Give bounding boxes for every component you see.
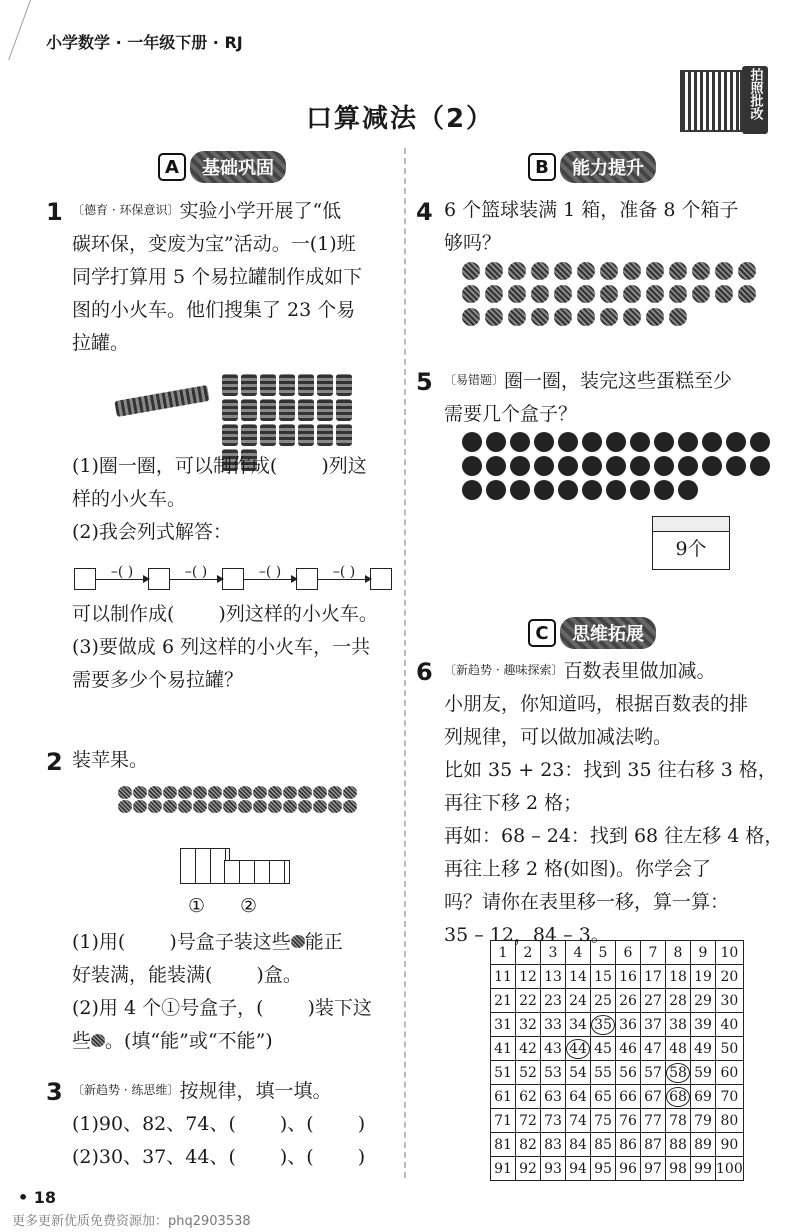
hundred-cell[interactable]: 38 bbox=[666, 1013, 691, 1037]
chain-box[interactable] bbox=[296, 568, 318, 590]
hundred-cell[interactable]: 83 bbox=[541, 1133, 566, 1157]
hundred-cell[interactable]: 61 bbox=[491, 1085, 516, 1109]
section-c-header: C 思维拓展 bbox=[528, 618, 656, 648]
hundred-cell[interactable]: 41 bbox=[491, 1037, 516, 1061]
chain-box[interactable] bbox=[370, 568, 392, 590]
hundred-cell[interactable]: 44 bbox=[566, 1037, 591, 1061]
hundred-cell[interactable]: 4 bbox=[566, 941, 591, 965]
question-number: 6 bbox=[416, 658, 433, 686]
hundred-cell[interactable]: 93 bbox=[541, 1157, 566, 1181]
hundred-cell[interactable]: 46 bbox=[616, 1037, 641, 1061]
hundred-cell[interactable]: 24 bbox=[566, 989, 591, 1013]
hundred-cell[interactable]: 100 bbox=[716, 1157, 744, 1181]
hundred-cell[interactable]: 64 bbox=[566, 1085, 591, 1109]
question-number: 2 bbox=[46, 748, 63, 776]
section-name: 基础巩固 bbox=[190, 151, 286, 183]
question-number: 3 bbox=[46, 1078, 63, 1106]
q6-text: 〔新趋势 · 趣味探索〕百数表里做加减。 小朋友，你知道吗，根据百数表的排 列规律，可以做加减法哟。 比如 35 + 23：找到 35 往右移 3 格， 再往下移 2 格； 再如：68 – 24：找到 68 往左移 4 格， 再往上移 2 格(如图)。你学会了 吗？请你在表里移一移，算一算： 35 – 12，84 – 3。 bbox=[444, 660, 784, 946]
hundred-cell[interactable]: 17 bbox=[641, 965, 666, 989]
hundred-cell[interactable]: 86 bbox=[616, 1133, 641, 1157]
hundred-cell[interactable]: 65 bbox=[591, 1085, 616, 1109]
section-a-header bbox=[158, 152, 286, 182]
box-label-2: ② bbox=[240, 895, 258, 917]
cakes-group bbox=[462, 432, 772, 500]
hundred-cell[interactable]: 62 bbox=[516, 1085, 541, 1109]
hundred-cell[interactable]: 42 bbox=[516, 1037, 541, 1061]
hundred-cell[interactable]: 73 bbox=[541, 1109, 566, 1133]
hundred-cell[interactable]: 63 bbox=[541, 1085, 566, 1109]
apples-group bbox=[118, 786, 358, 813]
hundred-table bbox=[490, 940, 744, 1181]
hundred-cell[interactable]: 35 bbox=[591, 1013, 616, 1037]
hundred-cell[interactable]: 57 bbox=[641, 1061, 666, 1085]
boxes-illustration bbox=[180, 848, 290, 888]
hundred-cell[interactable]: 59 bbox=[691, 1061, 716, 1085]
hundred-cell[interactable]: 20 bbox=[716, 965, 744, 989]
hundred-cell[interactable]: 53 bbox=[541, 1061, 566, 1085]
hundred-cell[interactable]: 49 bbox=[691, 1037, 716, 1061]
hundred-cell[interactable]: 88 bbox=[666, 1133, 691, 1157]
hundred-cell[interactable]: 91 bbox=[491, 1157, 516, 1181]
section-b-header: B 能力提升 bbox=[528, 152, 656, 182]
hundred-cell[interactable]: 56 bbox=[616, 1061, 641, 1085]
hundred-cell[interactable]: 68 bbox=[666, 1085, 691, 1109]
hundred-cell[interactable]: 79 bbox=[691, 1109, 716, 1133]
hundred-cell[interactable]: 28 bbox=[666, 989, 691, 1013]
page-number: • 18 bbox=[18, 1188, 57, 1207]
hundred-cell[interactable]: 70 bbox=[716, 1085, 744, 1109]
hundred-cell[interactable]: 39 bbox=[691, 1013, 716, 1037]
hundred-cell[interactable]: 30 bbox=[716, 989, 744, 1013]
hundred-cell[interactable]: 66 bbox=[616, 1085, 641, 1109]
hundred-cell[interactable]: 7 bbox=[641, 941, 666, 965]
hundred-cell[interactable]: 98 bbox=[666, 1157, 691, 1181]
hundred-cell[interactable]: 77 bbox=[641, 1109, 666, 1133]
hundred-cell[interactable]: 51 bbox=[491, 1061, 516, 1085]
hundred-cell[interactable]: 15 bbox=[591, 965, 616, 989]
hundred-cell[interactable]: 76 bbox=[616, 1109, 641, 1133]
hundred-cell[interactable]: 50 bbox=[716, 1037, 744, 1061]
q1-parts: (1)圈一圈，可以制作成( )列这 样的小火车。 (2)我会列式解答： bbox=[72, 455, 367, 543]
hundred-cell[interactable]: 25 bbox=[591, 989, 616, 1013]
hundred-cell[interactable]: 12 bbox=[516, 965, 541, 989]
hundred-cell[interactable]: 27 bbox=[641, 989, 666, 1013]
hundred-cell[interactable]: 71 bbox=[491, 1109, 516, 1133]
hundred-cell[interactable]: 81 bbox=[491, 1133, 516, 1157]
basketballs-group bbox=[462, 262, 772, 326]
q5-text: 〔易错题〕圈一圈，装完这些蛋糕至少 需要几个盒子？ bbox=[444, 370, 733, 425]
qr-label: 拍照批改 bbox=[742, 66, 768, 134]
hundred-cell[interactable]: 99 bbox=[691, 1157, 716, 1181]
hundred-cell[interactable]: 85 bbox=[591, 1133, 616, 1157]
box-label-1: ① bbox=[188, 895, 206, 917]
hundred-cell[interactable]: 69 bbox=[691, 1085, 716, 1109]
hundred-cell[interactable]: 34 bbox=[566, 1013, 591, 1037]
hundred-cell[interactable]: 48 bbox=[666, 1037, 691, 1061]
hundred-cell[interactable]: 97 bbox=[641, 1157, 666, 1181]
hundred-cell[interactable]: 37 bbox=[641, 1013, 666, 1037]
hundred-cell[interactable]: 40 bbox=[716, 1013, 744, 1037]
book-header: 小学数学 · 一年级下册 · RJ bbox=[46, 33, 243, 52]
cake-box: 9个 bbox=[652, 516, 730, 570]
hundred-cell[interactable]: 11 bbox=[491, 965, 516, 989]
hundred-cell[interactable]: 26 bbox=[616, 989, 641, 1013]
hundred-cell[interactable]: 22 bbox=[516, 989, 541, 1013]
hundred-cell[interactable]: 6 bbox=[616, 941, 641, 965]
hundred-cell[interactable]: 58 bbox=[666, 1061, 691, 1085]
hundred-cell[interactable]: 87 bbox=[641, 1133, 666, 1157]
question-number: 1 bbox=[46, 198, 63, 226]
hundred-cell[interactable]: 5 bbox=[591, 941, 616, 965]
hundred-cell[interactable]: 23 bbox=[541, 989, 566, 1013]
qr-code-icon[interactable] bbox=[680, 70, 742, 132]
q1-tag: 〔德育 · 环保意识〕 bbox=[72, 203, 180, 217]
hundred-cell[interactable]: 84 bbox=[566, 1133, 591, 1157]
hundred-cell[interactable]: 45 bbox=[591, 1037, 616, 1061]
hundred-cell[interactable]: 67 bbox=[641, 1085, 666, 1109]
q2-text: 装苹果。 bbox=[72, 749, 149, 771]
column-divider bbox=[404, 148, 406, 1178]
hundred-cell[interactable]: 9 bbox=[691, 941, 716, 965]
chain-box[interactable] bbox=[148, 568, 170, 590]
apple-icon bbox=[91, 1034, 105, 1047]
hundred-cell[interactable]: 74 bbox=[566, 1109, 591, 1133]
hundred-cell[interactable]: 13 bbox=[541, 965, 566, 989]
hundred-cell[interactable]: 52 bbox=[516, 1061, 541, 1085]
hundred-cell[interactable]: 55 bbox=[591, 1061, 616, 1085]
q3-text: 〔新趋势 · 练思维〕按规律，填一填。 (1)90、82、74、( )、( ) (2)30、37、44、( )、( ) bbox=[72, 1080, 366, 1168]
question-number: 5 bbox=[416, 368, 433, 396]
hundred-cell[interactable]: 3 bbox=[541, 941, 566, 965]
page-corner bbox=[0, 0, 31, 60]
hundred-cell[interactable]: 21 bbox=[491, 989, 516, 1013]
hundred-cell[interactable]: 90 bbox=[716, 1133, 744, 1157]
hundred-cell[interactable]: 10 bbox=[716, 941, 744, 965]
hundred-cell[interactable]: 29 bbox=[691, 989, 716, 1013]
hundred-cell[interactable]: 94 bbox=[566, 1157, 591, 1181]
q2-parts: (1)用( )号盒子装这些 能正 好装满，能装满( )盒。 (2)用 4 个①号盒子，( )装下这 些 。(填“能”或“不能”) bbox=[72, 931, 372, 1052]
question-number: 4 bbox=[416, 198, 433, 226]
hundred-cell[interactable]: 80 bbox=[716, 1109, 744, 1133]
hundred-cell[interactable]: 43 bbox=[541, 1037, 566, 1061]
hundred-cell[interactable]: 78 bbox=[666, 1109, 691, 1133]
hundred-chart bbox=[490, 940, 744, 1181]
hundred-cell[interactable]: 16 bbox=[616, 965, 641, 989]
apple-icon bbox=[291, 935, 305, 948]
hundred-cell[interactable]: 95 bbox=[591, 1157, 616, 1181]
q1-answers: 可以制作成( )列这样的小火车。 (3)要做成 6 列这样的小火车，一共 需要多少个易拉罐？ bbox=[72, 603, 378, 691]
section-letter: A bbox=[158, 153, 186, 181]
hundred-cell[interactable]: 31 bbox=[491, 1013, 516, 1037]
hundred-cell[interactable]: 60 bbox=[716, 1061, 744, 1085]
hundred-cell[interactable]: 89 bbox=[691, 1133, 716, 1157]
hundred-cell[interactable]: 18 bbox=[666, 965, 691, 989]
hundred-cell[interactable]: 54 bbox=[566, 1061, 591, 1085]
chain-box[interactable] bbox=[222, 568, 244, 590]
hundred-cell[interactable]: 32 bbox=[516, 1013, 541, 1037]
hundred-cell[interactable]: 2 bbox=[516, 941, 541, 965]
hundred-cell[interactable]: 14 bbox=[566, 965, 591, 989]
hundred-cell[interactable]: 92 bbox=[516, 1157, 541, 1181]
hundred-cell[interactable]: 1 bbox=[491, 941, 516, 965]
hundred-cell[interactable]: 8 bbox=[666, 941, 691, 965]
q4-text: 6 个篮球装满 1 箱，准备 8 个箱子 够吗？ bbox=[444, 199, 739, 254]
page-title: 口算减法（2） bbox=[305, 104, 495, 134]
hundred-cell[interactable]: 36 bbox=[616, 1013, 641, 1037]
hundred-cell[interactable]: 72 bbox=[516, 1109, 541, 1133]
hundred-cell[interactable]: 19 bbox=[691, 965, 716, 989]
watermark-text: 更多更新优质免费资源加：phq2903538 bbox=[12, 1214, 251, 1229]
hundred-cell[interactable]: 75 bbox=[591, 1109, 616, 1133]
hundred-cell[interactable]: 96 bbox=[616, 1157, 641, 1181]
hundred-cell[interactable]: 33 bbox=[541, 1013, 566, 1037]
hundred-cell[interactable]: 82 bbox=[516, 1133, 541, 1157]
subtraction-chain[interactable]: –( ) –( ) –( ) –( ) bbox=[74, 568, 392, 590]
hundred-cell[interactable]: 47 bbox=[641, 1037, 666, 1061]
can-train-illustration bbox=[118, 380, 206, 412]
chain-box[interactable] bbox=[74, 568, 96, 590]
q1-text: 〔德育 · 环保意识〕实验小学开展了“低 碳环保，变废为宝”活动。一(1)班 同学打算用 5 个易拉罐制作成如下 图的小火车。他们搜集了 23 个易 拉罐。 bbox=[72, 200, 363, 354]
